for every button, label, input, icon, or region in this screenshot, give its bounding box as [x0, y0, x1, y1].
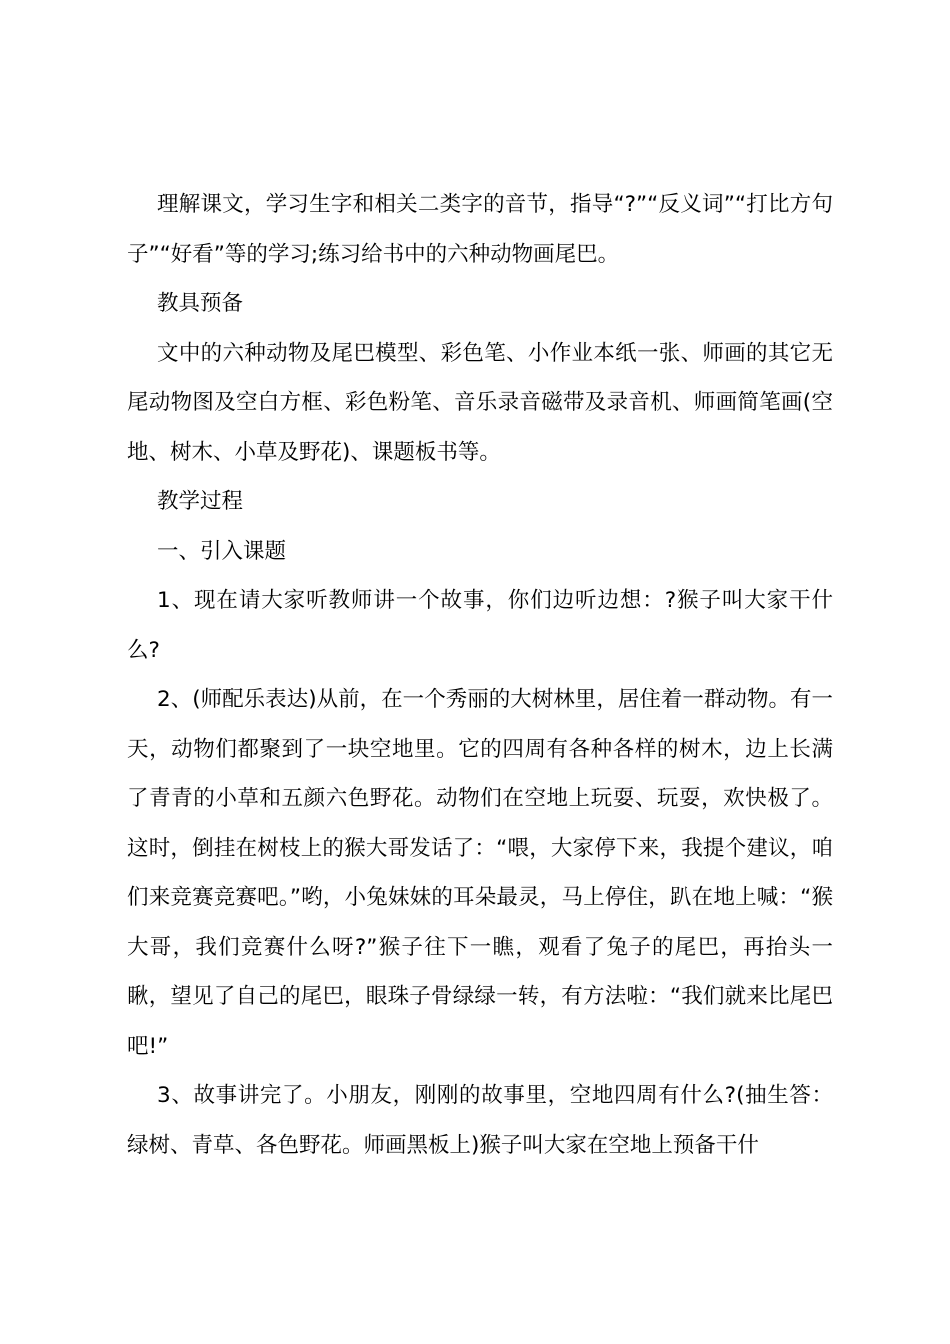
teaching-aids-heading: 教具预备: [157, 291, 244, 316]
objective-paragraph: 理解课文，学习生字和相关二类字的音节，指导“?”“反义词”“打比方句子”“好看”等的学习;练习给书中的六种动物画尾巴。: [127, 192, 833, 267]
step-3-paragraph: 3、故事讲完了。小朋友，刚刚的故事里，空地四周有什么?(抽生答：绿树、青草、各色野花。师画黑板上)猴子叫大家在空地上预备干什: [127, 1083, 833, 1158]
document-body: [127, 180, 833, 1170]
step-1-paragraph: 1、现在请大家听教师讲一个故事，你们边听边想：?猴子叫大家干什么?: [127, 588, 833, 663]
teaching-process-heading: 教学过程: [157, 489, 244, 514]
teaching-aids-paragraph: 文中的六种动物及尾巴模型、彩色笔、小作业本纸一张、师画的其它无尾动物图及空白方框、彩色粉笔、音乐录音磁带及录音机、师画简笔画(空地、树木、小草及野花)、课题板书等。: [127, 340, 833, 465]
section-one-heading: 一、引入课题: [157, 538, 287, 564]
step-2-paragraph: 2、(师配乐表达)从前，在一个秀丽的大树林里，居住着一群动物。有一天，动物们都聚到了一块空地里。它的四周有各种各样的树木，边上长满了青青的小草和五颜六色野花。动物们在空地上玩耍、玩耍，欢快极了。这时，倒挂在树枝上的猴大哥发话了：“喂，大家停下来，我提个建议，咱们来竞赛竞赛吧。”哟，小兔妹妹的耳朵最灵，马上停住，趴在地上喊：“猴大哥，我们竞赛什么呀?”猴子往下一瞧，观看了兔子的尾巴，再抬头一瞅，望见了自己的尾巴，眼珠子骨绿绿一转，有方法啦：“我们就来比尾巴吧!”: [127, 687, 833, 1059]
